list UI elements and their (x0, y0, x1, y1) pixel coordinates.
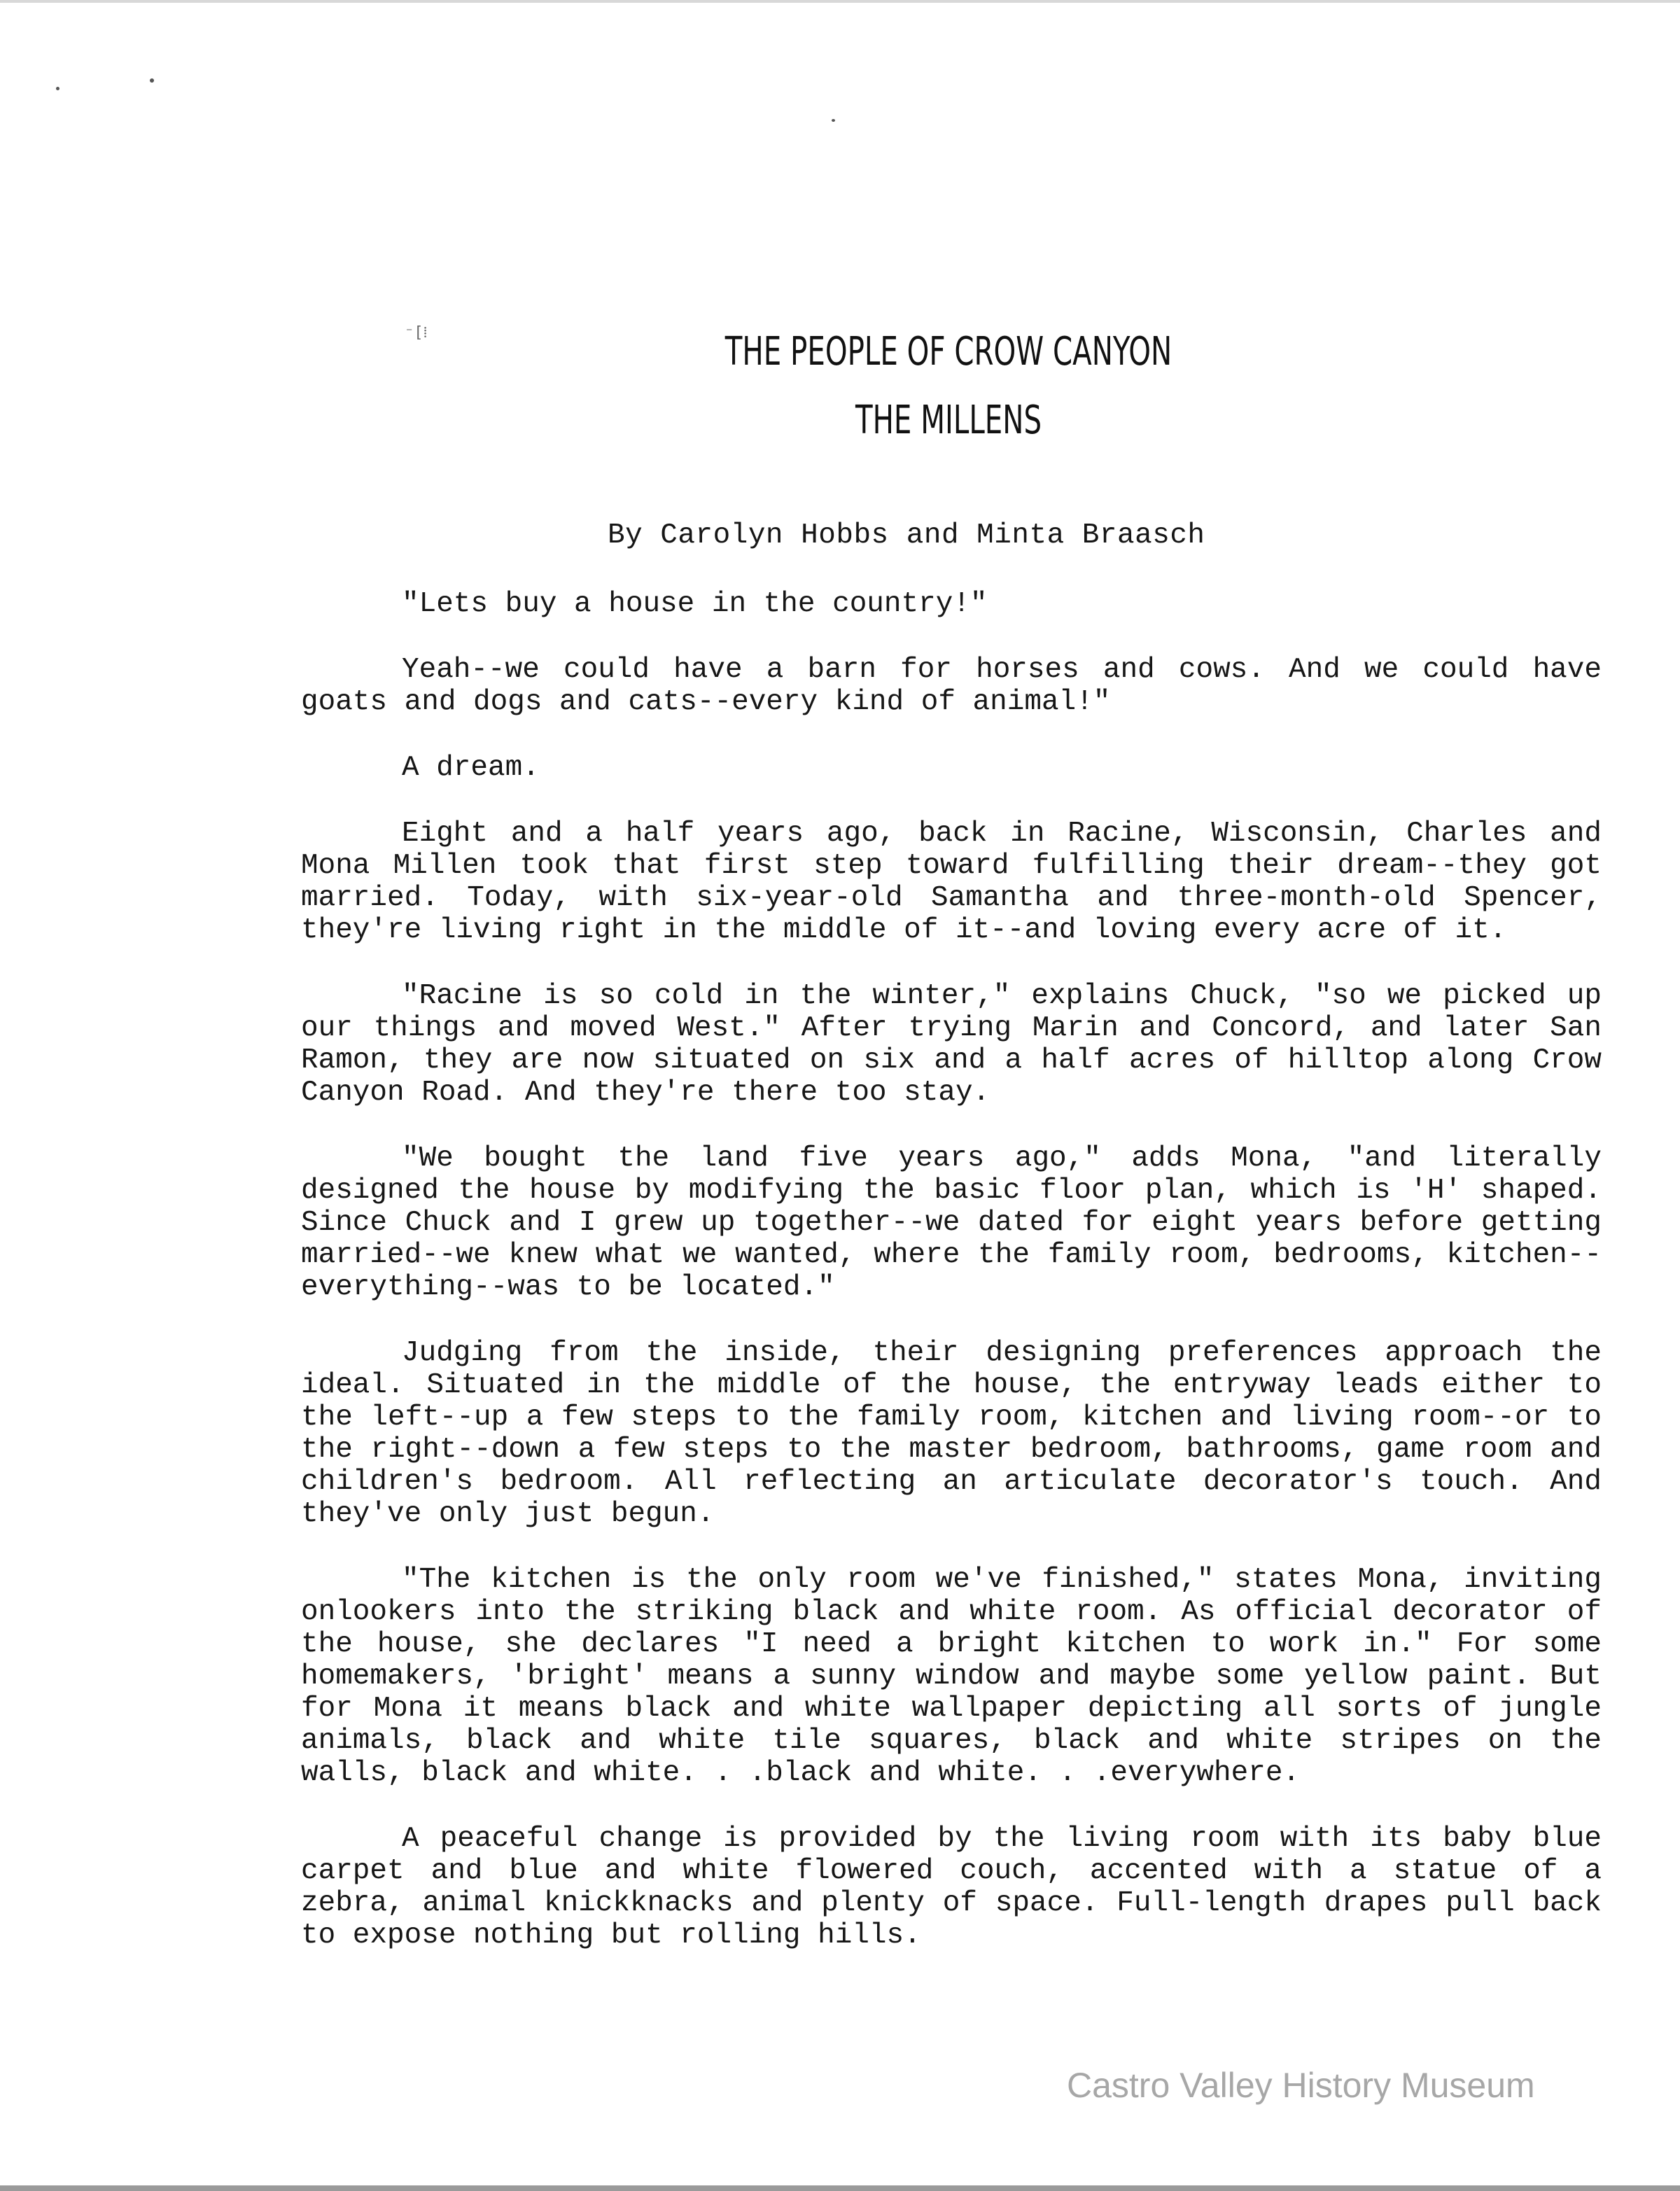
paragraph-8: "The kitchen is the only room we've finished," states Mona, inviting onlookers into the striking black and white room. As official decorator of the house, she declares "I need a bright kitchen to work in." For some homemakers, 'bright' means a sunny window and maybe some yellow paint. But for Mona it means black and white wallpaper depicting all sorts of jungle animals, black and white tile squares, black and white stripes on the walls, black and white. . .black and white. . .everywhere. (301, 1564, 1602, 1789)
paragraph-9: A peaceful change is provided by the living room with its baby blue carpet and blue and white flowered couch, accented with a statue of a zebra, animal knickknacks and plenty of space. Full-length drapes pull back to expose nothing but rolling hills. (301, 1823, 1602, 1952)
scan-speck (150, 78, 154, 83)
article-body (301, 588, 1602, 1985)
article-title: THE PEOPLE OF CROW CANYON (724, 329, 1172, 374)
paragraph-3: A dream. (402, 752, 540, 784)
article-subtitle: THE MILLENS (855, 398, 1042, 443)
scan-top-edge (0, 0, 1680, 3)
scan-bottom-edge (0, 2185, 1680, 2191)
museum-watermark: Castro Valley History Museum (1067, 2066, 1535, 2105)
paragraph-6: "We bought the land five years ago," adds Mona, "and literally designed the house by modifying the basic floor plan, which is 'H' shaped. Since Chuck and I grew up together--we dated for eight years before getting married--we knew what we wanted, where the family room, bedrooms, kitchen--everything--was to be located." (301, 1142, 1602, 1303)
paragraph-2: Yeah--we could have a barn for horses and cows. And we could have goats and dogs and cats--every kind of animal!" (301, 654, 1602, 718)
scan-speck (832, 119, 835, 122)
stray-scan-mark-icon: ⁻[⁞ (405, 324, 428, 342)
paragraph-5: "Racine is so cold in the winter," explains Chuck, "so we picked up our things and moved West." After trying Marin and Concord, and later San Ramon, they are now situated on six and a half acres of hilltop along Crow Canyon Road. And they're there too stay. (301, 980, 1602, 1109)
scan-speck (56, 87, 59, 90)
paragraph-7: Judging from the inside, their designing preferences approach the ideal. Situated in the middle of the house, the entryway leads either to the left--up a few steps to the family room, kitchen and living room--or to the right--down a few steps to the master bedroom, bathrooms, game room and children's bedroom. All reflecting an articulate decorator's touch. And they've only just begun. (301, 1337, 1602, 1530)
paragraph-4: Eight and a half years ago, back in Racine, Wisconsin, Charles and Mona Millen took that first step toward fulfilling their dream--they got married. Today, with six-year-old Samantha and three-month-old Spencer, they're living right in the middle of it--and loving every acre of it. (301, 818, 1602, 946)
byline: By Carolyn Hobbs and Minta Braasch (608, 519, 1205, 552)
paragraph-1: "Lets buy a house in the country!" (402, 588, 988, 620)
